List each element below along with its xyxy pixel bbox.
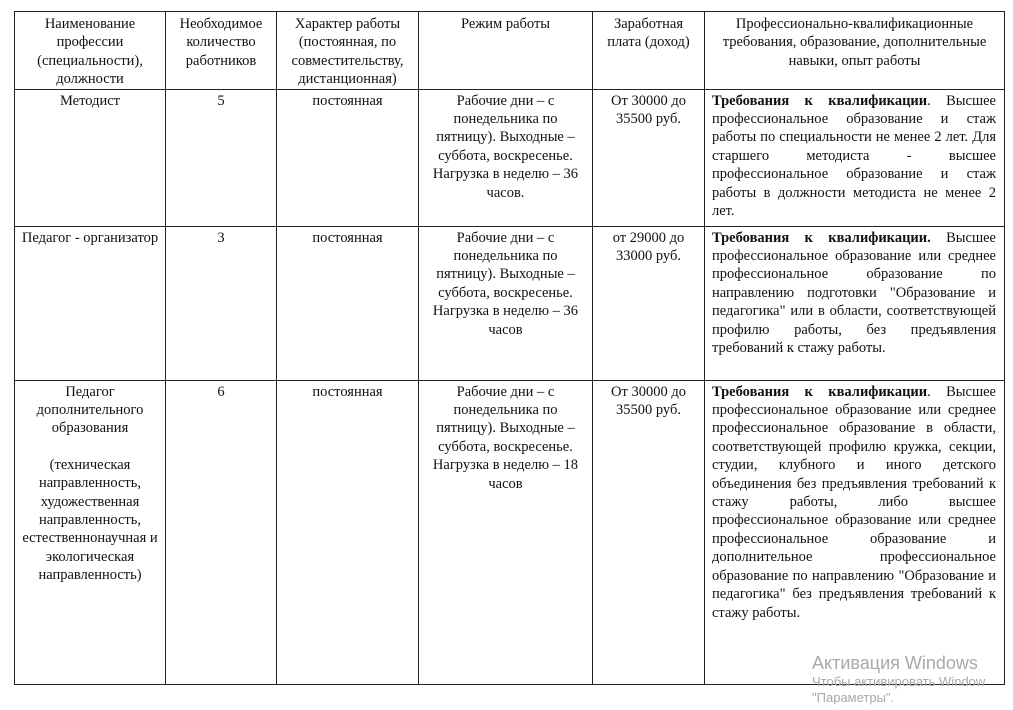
cell-profession: Педагог - организатор: [15, 226, 166, 380]
cell-schedule: Рабочие дни – с понедельника по пятницу). Выходные – суббота, воскресенье. Нагрузка в неделю – 36 часов.: [419, 89, 593, 226]
cell-work-type: постоянная: [277, 89, 419, 226]
cell-requirements: [705, 226, 1005, 380]
cell-salary: От 30000 до 35500 руб.: [593, 89, 705, 226]
table-row: [15, 89, 1005, 226]
watermark-title: Активация Windows: [812, 653, 978, 673]
requirements-heading: Требования к квалификации: [712, 92, 928, 109]
cell-count: 3: [166, 226, 277, 380]
requirements-text: . Высшее профессиональное образование или среднее профессиональное образование в области, соответствующей профилю кружка, секции, студии, клубного и иного детского объединения без предъявления требований к стажу работы, либо высшее профессиональное образование или среднее профессиональное образование и дополнительное профессиональное образование по направлению "Образование и педагогика" без предъявления требований к стажу работы.: [712, 383, 996, 621]
table-row: [15, 226, 1005, 380]
table-header-row: [15, 12, 1005, 90]
cell-work-type: постоянная: [277, 226, 419, 380]
cell-count: 5: [166, 89, 277, 226]
table-row: [15, 380, 1005, 684]
header-count: Необходимое количество работников: [166, 12, 277, 90]
cell-profession: [15, 380, 166, 684]
header-work-type: Характер работы (постоянная, по совместительству, дистанционная): [277, 12, 419, 90]
cell-schedule: Рабочие дни – с понедельника по пятницу). Выходные – суббота, воскресенье. Нагрузка в неделю – 18 часов: [419, 380, 593, 684]
requirements-heading: Требования к квалификации: [712, 383, 928, 400]
requirements-heading: Требования к квалификации.: [712, 229, 931, 246]
cell-work-type: постоянная: [277, 380, 419, 684]
watermark-line-3: "Параметры".: [812, 690, 895, 705]
profession-title: Педагог дополнительного образования: [36, 383, 144, 437]
cell-profession: Методист: [15, 89, 166, 226]
header-salary: Заработная плата (доход): [593, 12, 705, 90]
requirements-text: . Высшее профессиональное образование и стаж работы по специальности не менее 2 лет. Для старшего методиста - высшее профессиональное образование и стаж работы в должности методиста не менее 2 лет.: [712, 92, 996, 220]
cell-schedule: Рабочие дни – с понедельника по пятницу). Выходные – суббота, воскресенье. Нагрузка в неделю – 36 часов: [419, 226, 593, 380]
header-schedule: Режим работы: [419, 12, 593, 90]
header-requirements: Профессионально-квалификационные требования, образование, дополнительные навыки, опыт работы: [705, 12, 1005, 90]
requirements-text: Высшее профессиональное образование или среднее профессиональное образование по направлению подготовки "Образование и педагогика" или в области, соответствующей профилю работы, без предъявления требований к стажу работы.: [712, 229, 996, 357]
cell-requirements: [705, 380, 1005, 684]
cell-requirements: [705, 89, 1005, 226]
cell-salary: от 29000 до 33000 руб.: [593, 226, 705, 380]
cell-count: 6: [166, 380, 277, 684]
vacancy-table: [14, 11, 1005, 685]
cell-salary: От 30000 до 35500 руб.: [593, 380, 705, 684]
header-profession: Наименование профессии (специальности), должности: [15, 12, 166, 90]
watermark-line-2: Чтобы активировать Window: [812, 674, 986, 689]
profession-note: (техническая направленность, художественная направленность, естественнонаучная и экологическая направленность): [22, 456, 158, 584]
